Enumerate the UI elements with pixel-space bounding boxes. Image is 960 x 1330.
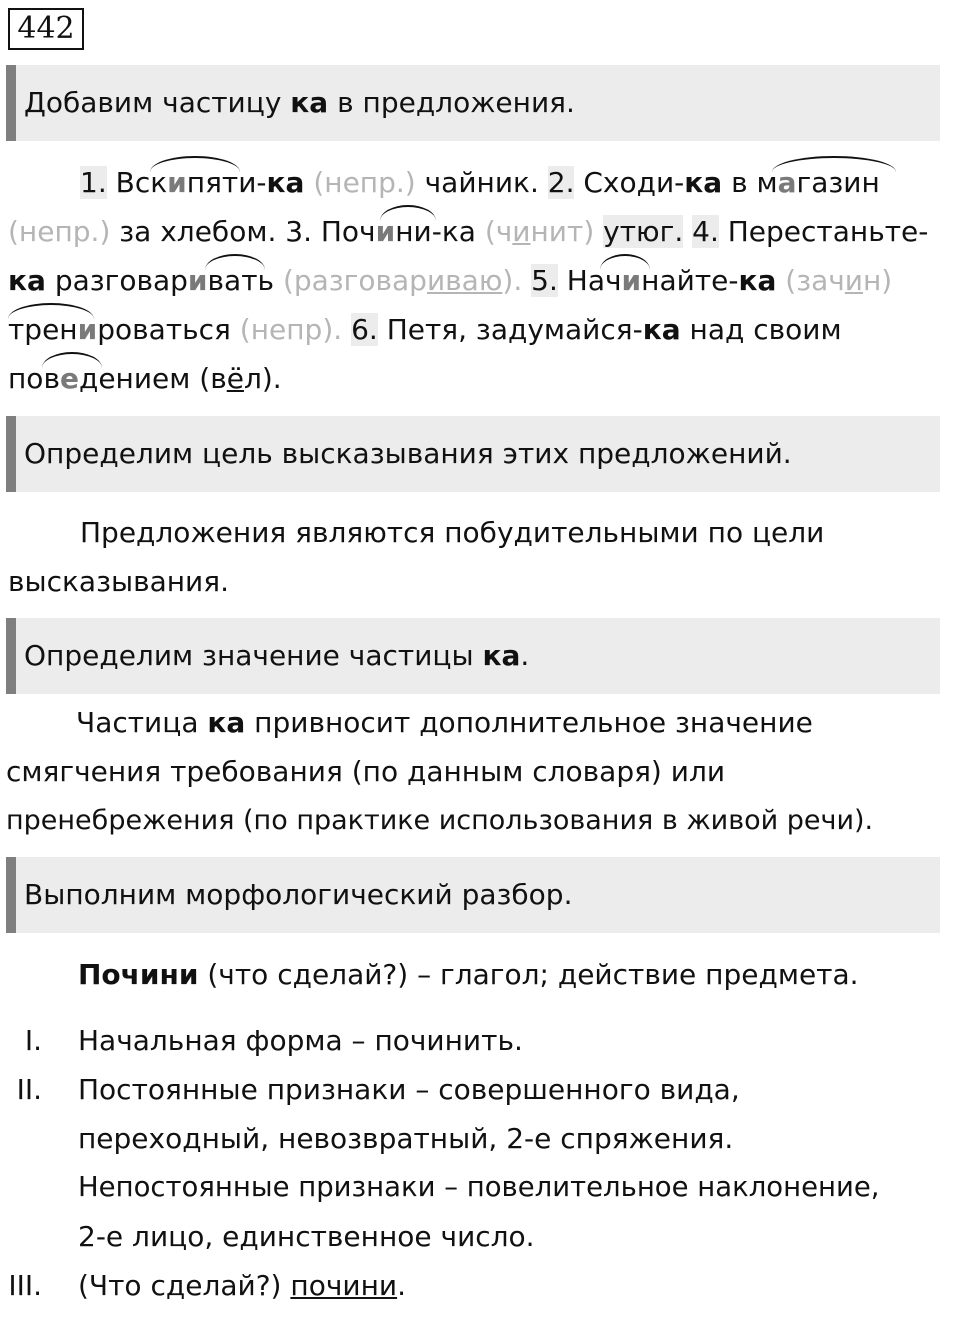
meaning-line-1: Частица ка привносит дополнительное значение <box>76 706 813 739</box>
word-part: разговар <box>54 264 188 297</box>
header-text <box>24 618 529 694</box>
word-part: роваться <box>97 313 231 346</box>
section-header-meaning <box>6 618 940 694</box>
word-part: дением (в <box>78 362 227 395</box>
list-number: II. <box>16 1073 42 1106</box>
header-text-part: в предложения. <box>328 86 575 119</box>
list-number: III. <box>8 1269 42 1302</box>
particle-ka: ка <box>8 264 46 297</box>
underlined-word: почини <box>290 1269 398 1302</box>
sentence-number: 3. <box>285 215 312 248</box>
header-bar <box>6 618 16 694</box>
word-part: Поч <box>320 215 376 248</box>
list-item-text: 2-е лицо, единственное число. <box>78 1220 535 1253</box>
word-part: за хлебом. <box>119 215 277 248</box>
section-header-goal <box>6 416 940 492</box>
word-part: утюг. <box>603 215 684 248</box>
morph-intro: Почини (что сделай?) – глагол; действие предмета. <box>78 958 859 991</box>
sentence-number: 2. <box>547 166 575 199</box>
meaning-line-3: пренебрежения (по практике использования в живой речи). <box>6 805 874 836</box>
morph-word: Почини <box>78 958 199 991</box>
word-part: Сходи- <box>583 166 685 199</box>
header-bar <box>6 857 16 933</box>
goal-line-2: высказывания. <box>8 565 229 598</box>
word-part: газин <box>796 166 880 199</box>
word-part: найте- <box>641 264 739 297</box>
sentence-number: 5. <box>531 264 558 297</box>
sentence-number: 4. <box>692 215 719 248</box>
particle-ka: ка <box>207 706 246 739</box>
word-part: Петя, задумайся- <box>386 313 643 346</box>
particle-ka: ка <box>684 166 723 199</box>
word-part: л). <box>243 362 282 395</box>
sentence-line-2 <box>8 207 928 256</box>
sentence-number: 1. <box>80 166 107 199</box>
stressed-vowel: е <box>59 362 79 395</box>
word-part: над своим <box>689 313 842 346</box>
list-item-text: переходный, невозвратный, 2-е спряжения. <box>78 1122 734 1155</box>
header-bold-ka: ка <box>290 86 329 119</box>
header-bar <box>6 416 16 492</box>
sentence-line-3 <box>8 256 892 305</box>
word-part: пяти- <box>186 166 267 199</box>
stressed-vowel: ё <box>226 362 244 395</box>
stressed-vowel: а <box>777 166 797 199</box>
list-item-text: Начальная форма – починить. <box>78 1024 523 1057</box>
header-text: Выполним морфологический разбор. <box>24 878 573 911</box>
particle-ka: ка <box>738 264 777 297</box>
list-item-text: (Что сделай?) почини. <box>78 1269 406 1302</box>
goal-line-1: Предложения являются побудительными по цели <box>80 516 825 549</box>
task-number: 442 <box>8 8 84 50</box>
note: (непр). <box>239 313 343 346</box>
word-part: Вск <box>115 166 168 199</box>
word-part: ни-ка <box>395 215 476 248</box>
meaning-line-2: смягчения требования (по данным словаря) или <box>6 755 726 788</box>
list-number: I. <box>24 1024 42 1057</box>
header-bold-ka: ка <box>482 639 521 672</box>
note: (чинит) <box>484 215 595 248</box>
stressed-vowel: и <box>77 313 98 346</box>
note: (зачин) <box>785 264 893 297</box>
header-text-part: Добавим частицу <box>24 86 291 119</box>
header-text: Определим цель высказывания этих предложений. <box>24 437 792 470</box>
word-part: трен <box>8 313 78 346</box>
word-part: пов <box>8 362 60 395</box>
header-text-part: Определим значение частицы <box>24 639 483 672</box>
header-text-part: . <box>520 639 530 672</box>
word-part: Нач <box>566 264 622 297</box>
note: (разговариваю). <box>282 264 523 297</box>
note: (непр.) <box>8 215 111 248</box>
word-part: чайник. <box>424 166 539 199</box>
word-part: Перестаньте- <box>727 215 929 248</box>
particle-ka: ка <box>642 313 681 346</box>
sentence-line-4 <box>8 305 842 354</box>
particle-ka: ка <box>266 166 305 199</box>
list-item-text: Постоянные признаки – совершенного вида, <box>78 1073 740 1106</box>
word-part: вать <box>207 264 275 297</box>
sentence-number: 6. <box>351 313 378 346</box>
note: (непр.) <box>313 166 416 199</box>
header-bar <box>6 65 16 141</box>
header-text <box>24 65 575 141</box>
section-header-add-particle <box>6 65 940 141</box>
section-header-morph <box>6 857 940 933</box>
stressed-vowel: и <box>375 215 396 248</box>
word-part: в м <box>731 166 778 199</box>
stressed-vowel: и <box>621 264 642 297</box>
stressed-vowel: и <box>167 166 187 199</box>
stressed-vowel: и <box>187 264 208 297</box>
list-item-text: Непостоянные признаки – повелительное наклонение, <box>78 1171 880 1203</box>
